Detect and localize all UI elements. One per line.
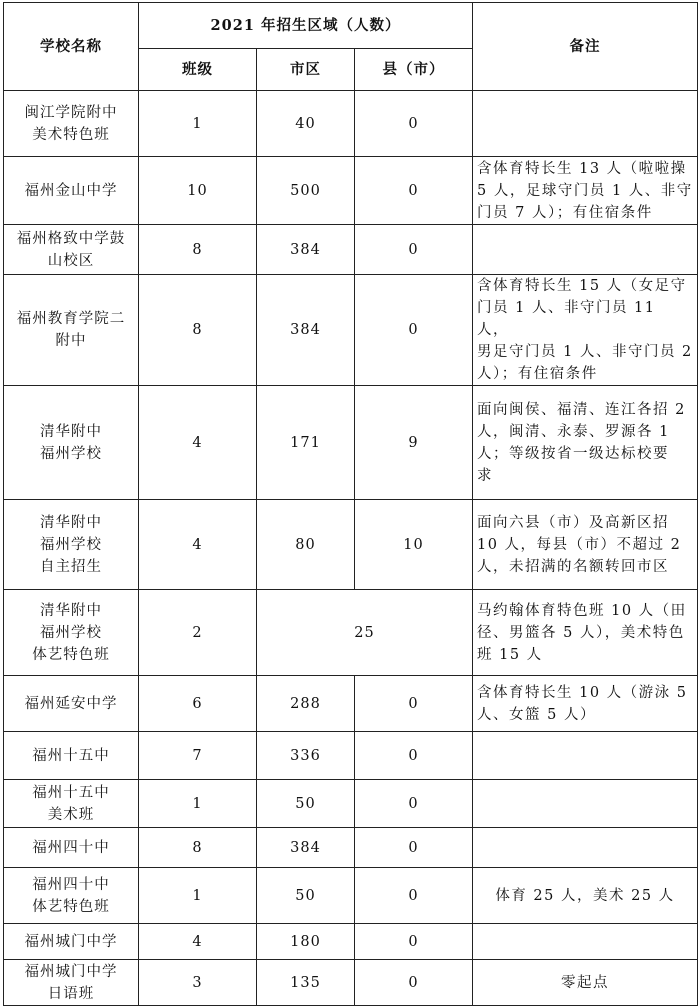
school-name-line: 清华附中 (40, 423, 102, 440)
school-name-line: 清华附中 (40, 514, 102, 531)
school-name-cell (4, 590, 139, 676)
school-name-cell (4, 828, 139, 868)
school-name-line: 日语班 (47, 985, 95, 1002)
school-name-line: 体艺特色班 (32, 898, 110, 915)
note-cell (473, 780, 698, 828)
classes-cell: 4 (139, 500, 257, 590)
note-cell (473, 275, 698, 386)
note-line: 男足守门员 1 人、非守门员 2 (477, 344, 693, 360)
table-row (4, 500, 698, 590)
classes-cell: 3 (139, 960, 257, 1006)
note-line: 马约翰体育特色班 10 人（田 (477, 602, 687, 619)
classes-cell: 1 (139, 780, 257, 828)
table-row (4, 225, 698, 275)
county-quota-cell: 0 (355, 732, 473, 780)
school-name-line: 福州学校 (40, 624, 102, 641)
city-quota-cell: 384 (257, 275, 355, 386)
school-name-line: 福州城门中学 (24, 963, 118, 980)
table-row (4, 960, 698, 1006)
school-name-cell (4, 676, 139, 732)
school-name-cell (4, 960, 139, 1006)
header-enrollment-area: 2021 年招生区域（人数） (139, 3, 473, 49)
city-quota-cell: 50 (257, 780, 355, 828)
note-cell (473, 91, 698, 157)
county-quota-cell: 0 (355, 91, 473, 157)
note-line: 零起点 (561, 974, 609, 991)
school-name-line: 福州四十中 (32, 839, 110, 856)
school-name-cell (4, 732, 139, 780)
school-name-line: 闽江学院附中 (24, 104, 118, 121)
note-cell (473, 590, 698, 676)
classes-cell: 6 (139, 676, 257, 732)
header-school-name: 学校名称 (4, 3, 139, 91)
city-quota-cell: 40 (257, 91, 355, 157)
county-quota-cell: 0 (355, 960, 473, 1006)
county-quota-cell: 9 (355, 386, 473, 500)
school-name-line: 福州延安中学 (24, 695, 118, 712)
table-row (4, 676, 698, 732)
school-name-line: 附中 (55, 333, 87, 349)
city-quota-cell: 384 (257, 828, 355, 868)
classes-cell: 4 (139, 386, 257, 500)
school-name-cell (4, 500, 139, 590)
classes-cell: 8 (139, 225, 257, 275)
table-row (4, 828, 698, 868)
county-quota-cell: 0 (355, 225, 473, 275)
school-name-cell (4, 386, 139, 500)
city-quota-cell: 288 (257, 676, 355, 732)
note-line: 体育 25 人，美术 25 人 (495, 887, 675, 904)
table-body (4, 91, 698, 1006)
county-quota-cell: 10 (355, 500, 473, 590)
school-name-line: 福州学校 (40, 445, 102, 462)
note-cell (473, 225, 698, 275)
school-name-line: 福州十五中 (32, 747, 110, 764)
city-quota-cell: 50 (257, 868, 355, 924)
note-cell (473, 157, 698, 225)
note-line: 人）；有住宿条件 (477, 366, 598, 382)
city-quota-cell: 80 (257, 500, 355, 590)
note-line: 人，闽清、永泰、罗源各 1 (477, 423, 670, 440)
enrollment-table-container (3, 2, 698, 1006)
classes-cell: 1 (139, 868, 257, 924)
school-name-line: 清华附中 (40, 602, 102, 619)
city-quota-cell: 180 (257, 924, 355, 960)
header-county: 县（市） (355, 49, 473, 91)
note-line: 门员 1 人、非守门员 11 人， (477, 300, 656, 338)
note-line: 5 人，足球守门员 1 人、非守 (477, 182, 693, 199)
header-classes: 班级 (139, 49, 257, 91)
note-cell (473, 828, 698, 868)
city-quota-cell: 135 (257, 960, 355, 1006)
classes-cell: 1 (139, 91, 257, 157)
note-cell (473, 676, 698, 732)
note-line: 人；等级按省一级达标校要 (477, 445, 669, 462)
note-line: 含体育特长生 13 人（啦啦操 (477, 160, 687, 177)
classes-cell: 4 (139, 924, 257, 960)
city-quota-cell: 336 (257, 732, 355, 780)
school-name-line: 福州城门中学 (24, 933, 118, 950)
note-line: 含体育特长生 10 人（游泳 5 (477, 684, 688, 701)
classes-cell: 2 (139, 590, 257, 676)
note-line: 门员 7 人）；有住宿条件 (477, 204, 653, 221)
table-row (4, 157, 698, 225)
school-name-cell (4, 924, 139, 960)
school-name-cell (4, 275, 139, 386)
merged-quota-cell: 25 (257, 590, 473, 676)
school-name-line: 福州学校 (40, 536, 102, 553)
table-row (4, 590, 698, 676)
school-name-line: 福州十五中 (32, 784, 110, 801)
classes-cell: 10 (139, 157, 257, 225)
header-note: 备注 (473, 3, 698, 91)
table-row (4, 732, 698, 780)
table-row (4, 780, 698, 828)
classes-cell: 8 (139, 275, 257, 386)
county-quota-cell: 0 (355, 676, 473, 732)
school-name-line: 福州教育学院二 (16, 311, 126, 327)
school-name-cell (4, 157, 139, 225)
table-row (4, 924, 698, 960)
school-name-cell (4, 225, 139, 275)
school-name-cell (4, 868, 139, 924)
school-name-line: 美术班 (47, 806, 95, 823)
table-row (4, 91, 698, 157)
note-cell (473, 960, 698, 1006)
county-quota-cell: 0 (355, 868, 473, 924)
city-quota-cell: 171 (257, 386, 355, 500)
classes-cell: 7 (139, 732, 257, 780)
note-cell (473, 500, 698, 590)
header-city: 市区 (257, 49, 355, 91)
county-quota-cell: 0 (355, 828, 473, 868)
school-name-line: 福州金山中学 (24, 182, 118, 199)
county-quota-cell: 0 (355, 157, 473, 225)
note-line: 径、男篮各 5 人），美术特色 (477, 624, 685, 641)
school-name-line: 山校区 (47, 252, 95, 269)
note-line: 班 15 人 (477, 646, 543, 663)
city-quota-cell: 384 (257, 225, 355, 275)
school-name-line: 体艺特色班 (32, 646, 110, 663)
note-line: 求 (477, 467, 493, 484)
county-quota-cell: 0 (355, 924, 473, 960)
school-name-line: 福州四十中 (32, 876, 110, 893)
county-quota-cell: 0 (355, 275, 473, 386)
note-line: 面向闽侯、福清、连江各招 2 (477, 401, 686, 418)
note-line: 人、女篮 5 人） (477, 706, 596, 723)
school-name-line: 福州格致中学鼓 (16, 230, 126, 247)
school-name-line: 自主招生 (40, 558, 102, 575)
table-row (4, 868, 698, 924)
school-name-cell (4, 780, 139, 828)
note-line: 面向六县（市）及高新区招 (477, 514, 669, 531)
county-quota-cell: 0 (355, 780, 473, 828)
table-row (4, 275, 698, 386)
note-line: 人，未招满的名额转回市区 (477, 558, 669, 575)
school-name-cell (4, 91, 139, 157)
school-name-line: 美术特色班 (32, 126, 110, 143)
note-line: 含体育特长生 15 人（女足守 (477, 278, 687, 294)
note-line: 10 人，每县（市）不超过 2 (477, 536, 682, 553)
note-cell (473, 868, 698, 924)
note-cell (473, 924, 698, 960)
table-row (4, 386, 698, 500)
note-cell (473, 732, 698, 780)
note-cell (473, 386, 698, 500)
classes-cell: 8 (139, 828, 257, 868)
enrollment-table (3, 2, 698, 1006)
city-quota-cell: 500 (257, 157, 355, 225)
